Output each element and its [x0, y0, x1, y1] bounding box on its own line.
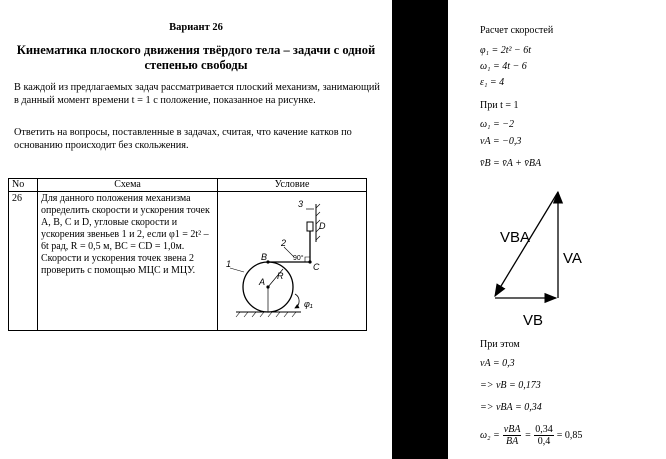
label-angle: 90°: [293, 255, 304, 262]
header-no: No: [9, 179, 38, 192]
eq-omega: ω₁ = 4t − 6: [480, 61, 527, 72]
val-va: vA = −0,3: [480, 136, 522, 147]
eq-eps: ε₁ = 4: [480, 77, 505, 88]
eq-phi: φ₁ = 2t² − 6t: [480, 45, 532, 56]
va-label: VA: [563, 250, 582, 267]
vector-equation: v̄B = v̄A + v̄BA: [480, 158, 542, 169]
condition-text: Для данного положения механизма определить скорости и ускорения точек A, B, C и D, угловые скорости и ускорения звеньев 1 и 2, если φ1 = 2t² – 6t рад, R = 0,5 м, BC = CD = 1,0м.: [41, 193, 210, 252]
omega2-mid-num: 0,34: [535, 424, 553, 435]
table-row: [9, 192, 367, 331]
velocity-triangle: [448, 170, 666, 330]
assumption-paragraph: Ответить на вопросы, поставленные в задачах, считая, что качение катков по основанию происходит без скольжения.: [14, 127, 352, 151]
omega2-fraction-1: [503, 424, 522, 447]
label-a: A: [259, 277, 266, 287]
omega2-value: = 0,85: [556, 430, 583, 441]
header-condition: Условие: [218, 179, 367, 192]
condition-cell: [38, 192, 218, 331]
condition-text-2: Скорости и ускорения точек звена 2 проверить с помощью МЦС и МЦУ.: [41, 253, 196, 276]
at-t: При t = 1: [480, 100, 519, 111]
label-d: D: [319, 221, 326, 231]
mechanism-scheme: [226, 194, 356, 319]
res-va: vA = 0,3: [480, 358, 515, 369]
omega2-fraction-2: [534, 424, 554, 447]
task-table: [8, 178, 367, 331]
right-page: [448, 0, 666, 459]
omega2-num: vBA: [503, 424, 521, 435]
res-vba: => vBA = 0,34: [480, 402, 542, 413]
label-phi: φ₁: [304, 299, 313, 309]
vb-label: VB: [523, 312, 544, 329]
val-omega: ω₁ = −2: [480, 119, 515, 130]
intro-paragraph: В каждой из предлагаемых задач рассматривается плоский механизм, занимающий в данный момент времени t = 1 с положение, показанное на рисунке.: [14, 82, 380, 106]
omega2-lhs: ω₂ =: [480, 430, 500, 441]
omega2-den: BA: [506, 436, 519, 447]
velocity-heading: Расчет скоростей: [480, 25, 554, 36]
topic-title: Кинематика плоского движения твёрдого тела – задачи с одной степенью свободы: [16, 43, 376, 72]
label-3: 3: [298, 199, 304, 209]
res-vb: => vB = 0,173: [480, 380, 541, 391]
table-header-row: [9, 179, 367, 192]
vba-label: VBA: [500, 229, 531, 246]
scheme-cell: [218, 192, 367, 331]
label-c: C: [313, 262, 320, 272]
label-r: R: [277, 271, 284, 281]
label-2: 2: [281, 238, 287, 248]
label-b: B: [261, 252, 268, 262]
variant-title: Вариант 26: [169, 22, 223, 33]
omega2-formula: [480, 424, 582, 447]
header-scheme: Схема: [38, 179, 218, 192]
omega2-eq: =: [524, 430, 532, 441]
label-1: 1: [226, 259, 232, 269]
row-number: 26: [9, 192, 38, 331]
omega2-mid-den: 0,4: [537, 436, 551, 447]
pri-etom: При этом: [480, 339, 520, 350]
